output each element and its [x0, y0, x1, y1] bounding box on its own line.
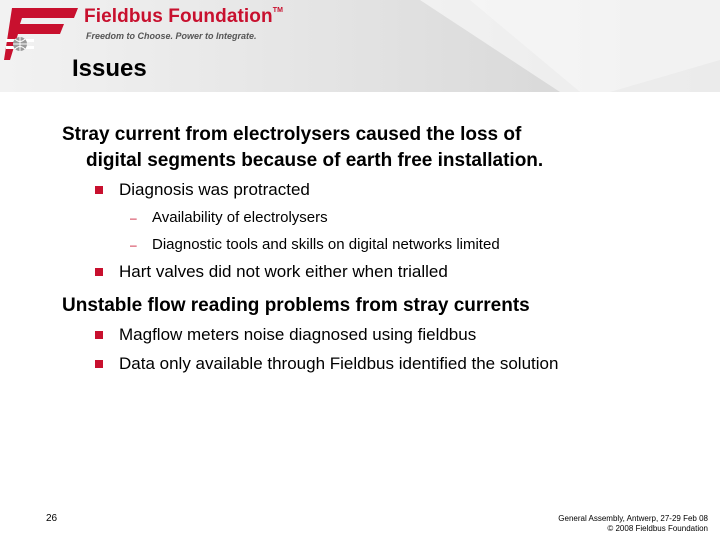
sub-bullet-text: Magflow meters noise diagnosed using fieldbus: [119, 325, 477, 344]
sub-sub-bullet-text: Availability of electrolysers: [152, 209, 328, 226]
page-number: 26: [46, 513, 58, 524]
bullet-square-icon: [95, 268, 103, 276]
sub-bullet: [95, 325, 476, 345]
dash-bullet-icon: –: [130, 237, 137, 252]
slide-title: Issues: [72, 55, 147, 82]
dash-bullet-icon: –: [130, 210, 137, 225]
sub-bullet-text: Diagnosis was protracted: [119, 180, 310, 199]
footer-copyright: © 2008 Fieldbus Foundation: [607, 524, 708, 533]
sub-sub-bullet: [130, 236, 500, 253]
bullet-square-icon: [95, 360, 103, 368]
brand-tagline: Freedom to Choose. Power to Integrate.: [86, 31, 257, 41]
footer-event: General Assembly, Antwerp, 27-29 Feb 08: [558, 514, 708, 523]
footer-credits: [558, 514, 708, 534]
brand-name: Fieldbus Foundation™: [84, 6, 284, 27]
bullet-square-icon: [95, 331, 103, 339]
sub-bullet: [95, 262, 448, 282]
sub-bullet-text: Data only available through Fieldbus identified the solution: [119, 354, 559, 373]
main-point-line: digital segments because of earth free installation.: [86, 150, 544, 171]
sub-bullet-text: Hart valves did not work either when trialled: [119, 262, 448, 281]
sub-sub-bullet-text: Diagnostic tools and skills on digital networks limited: [152, 236, 500, 253]
fieldbus-logo-icon: [4, 6, 82, 62]
sub-bullet: [95, 180, 310, 200]
main-point-line: Stray current from electrolysers caused the loss of: [62, 124, 522, 145]
bullet-square-icon: [95, 186, 103, 194]
sub-bullet: [95, 354, 558, 374]
sub-sub-bullet: [130, 209, 328, 226]
main-point-stray-current: [62, 122, 692, 174]
main-point-unstable-flow: Unstable flow reading problems from stray currents: [62, 295, 530, 316]
